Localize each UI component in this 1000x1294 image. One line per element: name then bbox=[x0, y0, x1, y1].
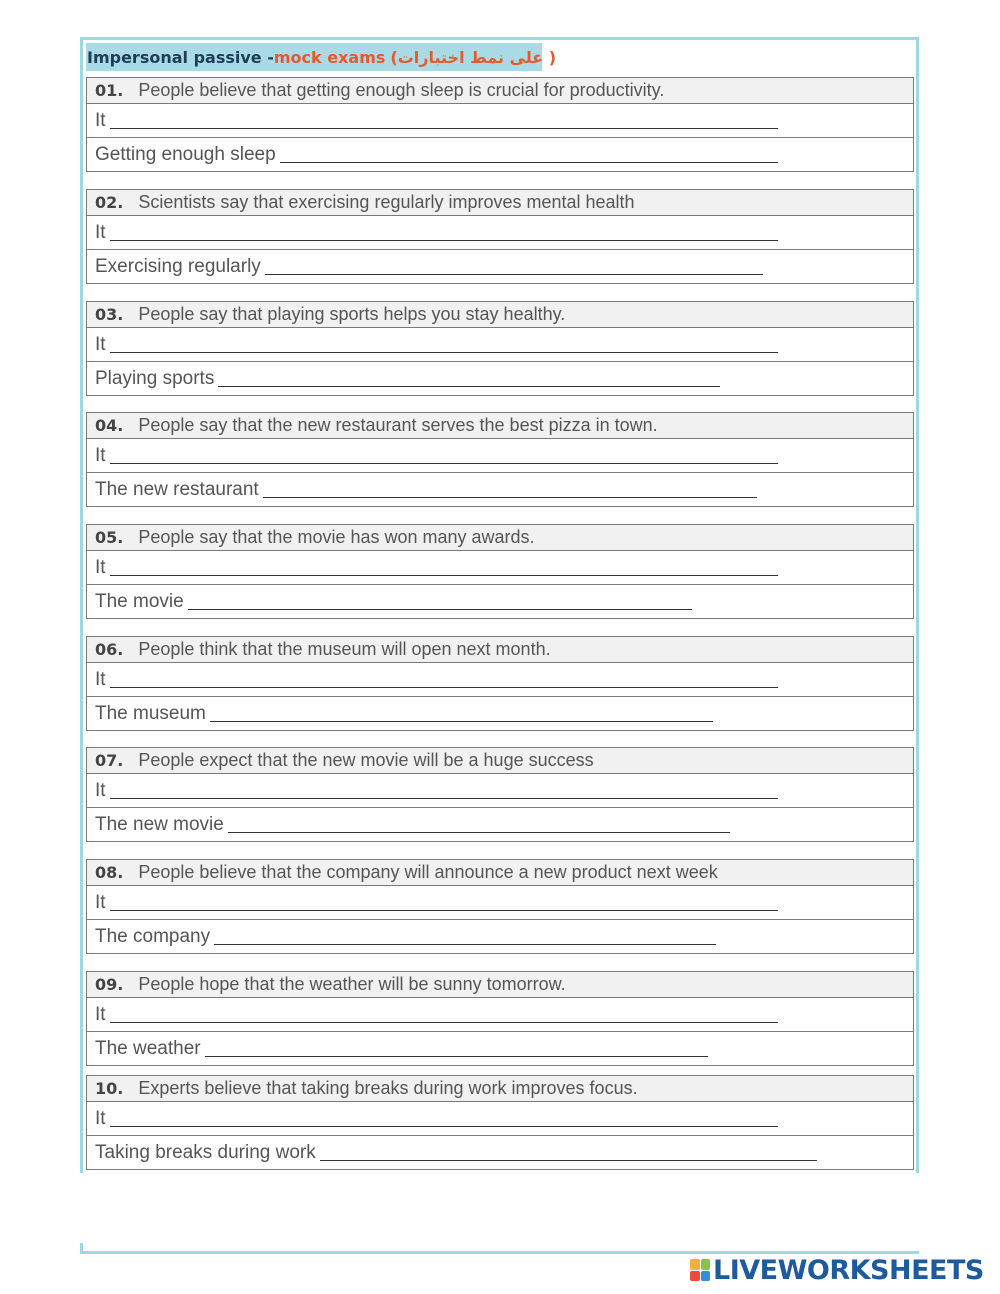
answer-row-it[interactable] bbox=[86, 886, 914, 920]
answer-stem: It bbox=[95, 556, 106, 578]
answer-stem: It bbox=[95, 891, 106, 913]
worksheet-title bbox=[86, 43, 557, 71]
answer-row-subject[interactable] bbox=[86, 920, 914, 954]
question-number: 06. bbox=[95, 640, 124, 659]
answer-blank[interactable] bbox=[110, 574, 778, 576]
answer-blank[interactable] bbox=[110, 1125, 778, 1127]
question-sentence: Experts believe that taking breaks during work improves focus. bbox=[138, 1078, 638, 1098]
answer-blank[interactable] bbox=[110, 909, 778, 911]
question-sentence: People expect that the new movie will be a huge success bbox=[138, 750, 594, 770]
answer-blank[interactable] bbox=[214, 943, 716, 945]
question-prompt bbox=[86, 189, 914, 216]
answer-row-subject[interactable] bbox=[86, 1032, 914, 1066]
answer-row-subject[interactable] bbox=[86, 250, 914, 284]
question-sentence: People say that the movie has won many awards. bbox=[138, 527, 535, 547]
title-accent: mock exams bbox=[273, 47, 386, 67]
question-number: 05. bbox=[95, 528, 124, 547]
question-sentence: People say that playing sports helps you stay healthy. bbox=[138, 304, 566, 324]
answer-row-it[interactable] bbox=[86, 1102, 914, 1136]
question-sentence: People hope that the weather will be sunny tomorrow. bbox=[138, 974, 566, 994]
question-block bbox=[86, 189, 914, 284]
question-number: 08. bbox=[95, 863, 124, 882]
answer-blank[interactable] bbox=[188, 608, 692, 610]
question-prompt bbox=[86, 859, 914, 886]
answer-stem: It bbox=[95, 1003, 106, 1025]
question-number: 09. bbox=[95, 975, 124, 994]
liveworksheets-icon bbox=[690, 1259, 710, 1281]
logo-square-3 bbox=[690, 1271, 700, 1282]
answer-row-subject[interactable] bbox=[86, 808, 914, 842]
question-prompt bbox=[86, 971, 914, 998]
question-prompt bbox=[86, 1075, 914, 1102]
answer-blank[interactable] bbox=[110, 462, 778, 464]
question-prompt bbox=[86, 636, 914, 663]
answer-stem: It bbox=[95, 779, 106, 801]
question-prompt bbox=[86, 77, 914, 104]
answer-stem: It bbox=[95, 444, 106, 466]
question-block bbox=[86, 747, 914, 842]
answer-row-it[interactable] bbox=[86, 663, 914, 697]
logo-text: LIVEWORKSHEETS bbox=[713, 1254, 984, 1286]
answer-blank[interactable] bbox=[210, 720, 713, 722]
answer-stem: The weather bbox=[95, 1037, 201, 1059]
answer-row-subject[interactable] bbox=[86, 362, 914, 396]
answer-blank[interactable] bbox=[110, 1021, 778, 1023]
question-sentence: People believe that the company will announce a new product next week bbox=[138, 862, 718, 882]
answer-blank[interactable] bbox=[263, 496, 757, 498]
answer-row-subject[interactable] bbox=[86, 138, 914, 172]
answer-stem: Getting enough sleep bbox=[95, 143, 276, 165]
answer-stem: Exercising regularly bbox=[95, 255, 261, 277]
question-block bbox=[86, 971, 914, 1066]
question-number: 04. bbox=[95, 416, 124, 435]
answer-stem: It bbox=[95, 333, 106, 355]
answer-blank[interactable] bbox=[110, 686, 778, 688]
question-number: 01. bbox=[95, 81, 124, 100]
answer-stem: Taking breaks during work bbox=[95, 1141, 316, 1163]
answer-stem: It bbox=[95, 109, 106, 131]
question-prompt bbox=[86, 412, 914, 439]
answer-stem: It bbox=[95, 1107, 106, 1129]
answer-row-it[interactable] bbox=[86, 216, 914, 250]
answer-stem: Playing sports bbox=[95, 367, 215, 389]
question-sentence: People think that the museum will open next month. bbox=[138, 639, 551, 659]
liveworksheets-logo bbox=[690, 1255, 984, 1285]
answer-blank[interactable] bbox=[228, 831, 730, 833]
question-block bbox=[86, 636, 914, 731]
question-block bbox=[86, 412, 914, 507]
answer-row-it[interactable] bbox=[86, 998, 914, 1032]
question-number: 07. bbox=[95, 751, 124, 770]
title-main: Impersonal passive - bbox=[87, 47, 274, 67]
answer-stem: It bbox=[95, 668, 106, 690]
answer-row-it[interactable] bbox=[86, 328, 914, 362]
answer-blank[interactable] bbox=[110, 797, 778, 799]
question-number: 10. bbox=[95, 1079, 124, 1098]
answer-stem: The company bbox=[95, 925, 211, 947]
answer-blank[interactable] bbox=[218, 385, 720, 387]
answer-row-it[interactable] bbox=[86, 551, 914, 585]
answer-blank[interactable] bbox=[205, 1055, 708, 1057]
question-sentence: People believe that getting enough sleep is crucial for productivity. bbox=[138, 80, 665, 100]
question-block bbox=[86, 301, 914, 396]
answer-row-subject[interactable] bbox=[86, 697, 914, 731]
answer-row-subject[interactable] bbox=[86, 1136, 914, 1170]
logo-square-1 bbox=[690, 1259, 700, 1270]
answer-stem: The new restaurant bbox=[95, 478, 259, 500]
logo-square-4 bbox=[701, 1271, 711, 1282]
question-block bbox=[86, 77, 914, 172]
question-prompt bbox=[86, 301, 914, 328]
answer-stem: The museum bbox=[95, 702, 206, 724]
answer-blank[interactable] bbox=[280, 161, 778, 163]
question-number: 02. bbox=[95, 193, 124, 212]
answer-row-it[interactable] bbox=[86, 439, 914, 473]
answer-stem: The movie bbox=[95, 590, 184, 612]
question-number: 03. bbox=[95, 305, 124, 324]
answer-row-it[interactable] bbox=[86, 774, 914, 808]
question-sentence: Scientists say that exercising regularly improves mental health bbox=[138, 192, 635, 212]
answer-row-subject[interactable] bbox=[86, 473, 914, 507]
question-block bbox=[86, 524, 914, 619]
answer-row-subject[interactable] bbox=[86, 585, 914, 619]
question-prompt bbox=[86, 524, 914, 551]
answer-stem: The new movie bbox=[95, 813, 224, 835]
question-sentence: People say that the new restaurant serves the best pizza in town. bbox=[138, 415, 658, 435]
answer-stem: It bbox=[95, 221, 106, 243]
answer-blank[interactable] bbox=[110, 351, 778, 353]
question-block bbox=[86, 859, 914, 954]
answer-blank[interactable] bbox=[320, 1159, 817, 1161]
answer-blank[interactable] bbox=[110, 239, 778, 241]
answer-blank[interactable] bbox=[110, 127, 778, 129]
answer-blank[interactable] bbox=[265, 273, 763, 275]
question-prompt bbox=[86, 747, 914, 774]
answer-row-it[interactable] bbox=[86, 104, 914, 138]
question-block bbox=[86, 1075, 914, 1170]
title-arabic: ( على نمط اختبارات) bbox=[390, 47, 557, 67]
logo-square-2 bbox=[701, 1259, 711, 1270]
